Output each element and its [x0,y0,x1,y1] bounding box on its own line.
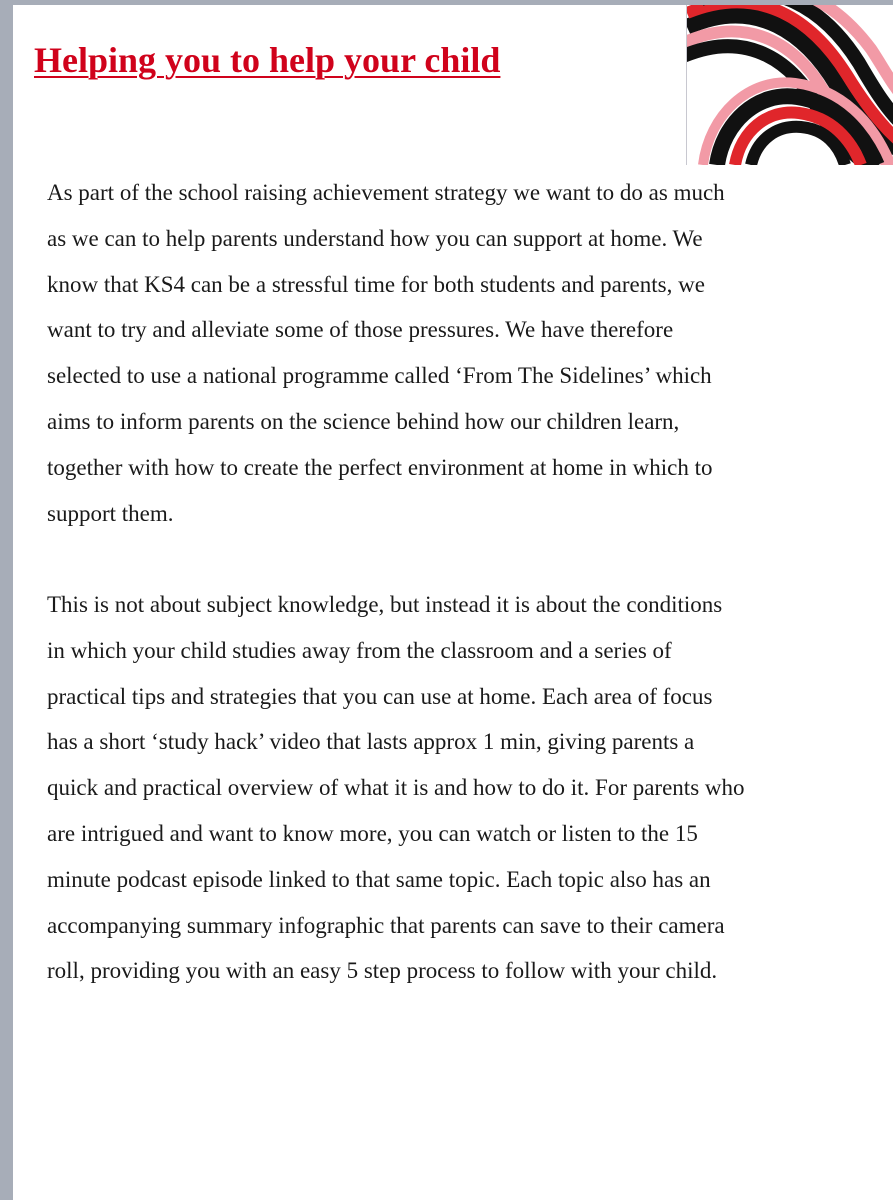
text-line: selected to use a national programme called ‘From The Sidelines’ which [47,363,712,389]
text-line: in which your child studies away from the classroom and a series of [47,637,672,663]
left-margin-band [0,0,13,1200]
text-line: roll, providing you with an easy 5 step process to follow with your child. [47,958,718,984]
text-line: quick and practical overview of what it is and how to do it. For parents who [47,775,745,801]
text-line: are intrigued and want to know more, you can watch or listen to the 15 [47,820,698,846]
text-line: know that KS4 can be a stressful time for both students and parents, we [47,271,705,297]
text-line: want to try and alleviate some of those pressures. We have therefore [47,317,674,343]
text-line: practical tips and strategies that you can use at home. Each area of focus [47,683,713,709]
text-line: has a short ‘study hack’ video that lasts approx 1 min, giving parents a [47,729,695,755]
text-line: together with how to create the perfect environment at home in which to [47,454,713,480]
text-line: as we can to help parents understand how you can support at home. We [47,225,703,251]
text-line: aims to inform parents on the science behind how our children learn, [47,408,680,434]
page-title: Helping you to help your child [34,40,501,80]
text-line: This is not about subject knowledge, but instead it is about the conditions [47,592,723,617]
text-line: accompanying summary infographic that parents can save to their camera [47,912,725,938]
logo [686,5,893,165]
paragraph-details [47,582,867,994]
striped-ribbon-icon [687,5,893,165]
text-line: minute podcast episode linked to that same topic. Each topic also has an [47,866,711,892]
text-line: As part of the school raising achievement strategy we want to do as much [47,180,725,205]
text-line: support them. [47,500,174,526]
paragraph-intro [47,170,867,536]
